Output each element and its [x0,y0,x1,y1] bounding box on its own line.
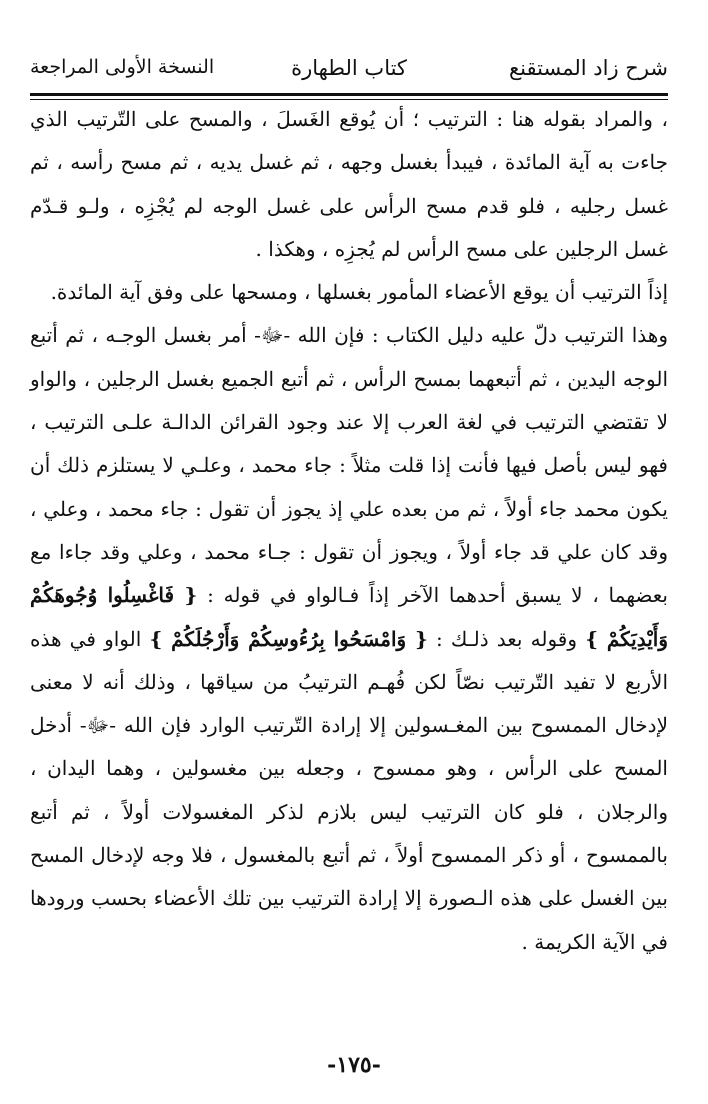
running-header [30,50,668,90]
paragraph-1: ، والمراد بقوله هنا : الترتيب ؛ أن يُوقع الغَسلَ ، والمسح على التّرتيب الذي جاءت به آية المائدة ، فيبدأ بغسل وجهه ، ثم غسل يديه ، ثم مسح رأسه ، ثم غسل رجليه ، فلو قدم مسح الرأس على غسل الوجه لم يُجْزِه ، ولـو قـدّم غسل الرجلين على مسح الرأس لم يُجزِه ، وهكذا . [30,107,668,261]
paragraph-3 [30,314,668,963]
quran-verse-2: { وَامْسَحُوا بِرُءُوسِكُمْ وَأَرْجُلَكُمْ } [149,626,428,651]
paragraph-3-part-2: وقوله بعد ذلـك : [435,626,578,651]
paragraph-3-part-3: الواو في هذه الأربع لا تفيد التّرتيب نصّاً لكن فُهـم الترتيبُ من سياقها ، وذلك أنه لا معنى لإدخال الممسوح بين المغـسولين إلا إرادة التّرتيب الوارد فإن الله -ﷻ- أدخل المسح على الرأس ، وهو ممسوح ، وجعله بين مغسولين ، وهما اليدان ، والرجلان ، فلو كان الترتيب ليس بلازم لذكر المغسولات أولاً ، ثم أتبع بالممسوح ، أو ذكر الممسوح أولاً ، ثم أتبع بالمغسول ، فلا وجه لإدخال المسح بين الغسل على هذه الـصورة إلا إرادة الترتيب بين تلك الأعضاء بحسب ورودها في الآية الكريمة . [30,626,669,954]
page-number: -١٧٥- [327,1052,381,1078]
body-text [30,98,668,964]
header-rule-thick [30,93,668,96]
quran-verse-1: { فَاغْسِلُوا وُجُوهَكُمْ وَأَيْدِيَكُمْ } [30,583,669,651]
edition-note: النسخة الأولى المراجعة [30,56,215,78]
book-title: شرح زاد المستقنع [509,56,668,80]
section-title: كتاب الطهارة [291,56,407,80]
paragraph-3-part-1: وهذا الترتيب دلّ عليه دليل الكتاب : فإن الله -ﷻ- أمر بغسل الوجـه ، ثم أتبع الوجه اليدين ، ثم أتبعهما بمسح الرأس ، ثم أتبع الجميع بغسل الرجلين ، والواو لا تقتضي الترتيب في لغة العرب إلا عند وجود القرائن الدالـة علـى الترتيب ، فهو ليس بأصل فيها فأنت إذا قلت مثلاً : جاء محمد ، وعلـي لا يستلزم ذلك أن يكون محمد جاء أولاً ، ثم من بعده علي إذ يجوز أن تقول : جاء محمد ، وعلي ، وقد كان علي قد جاء أولاً ، ويجوز أن تقول : جـاء محمد ، وعلي وقد جاءا مع بعضهما ، لا يسبق أحدهما الآخر إذاً فـالواو في قوله : [30,323,668,608]
paragraph-2: إذاً الترتيب أن يوقع الأعضاء المأمور بغسلها ، ومسحها على وفق آية المائدة. [50,280,668,305]
